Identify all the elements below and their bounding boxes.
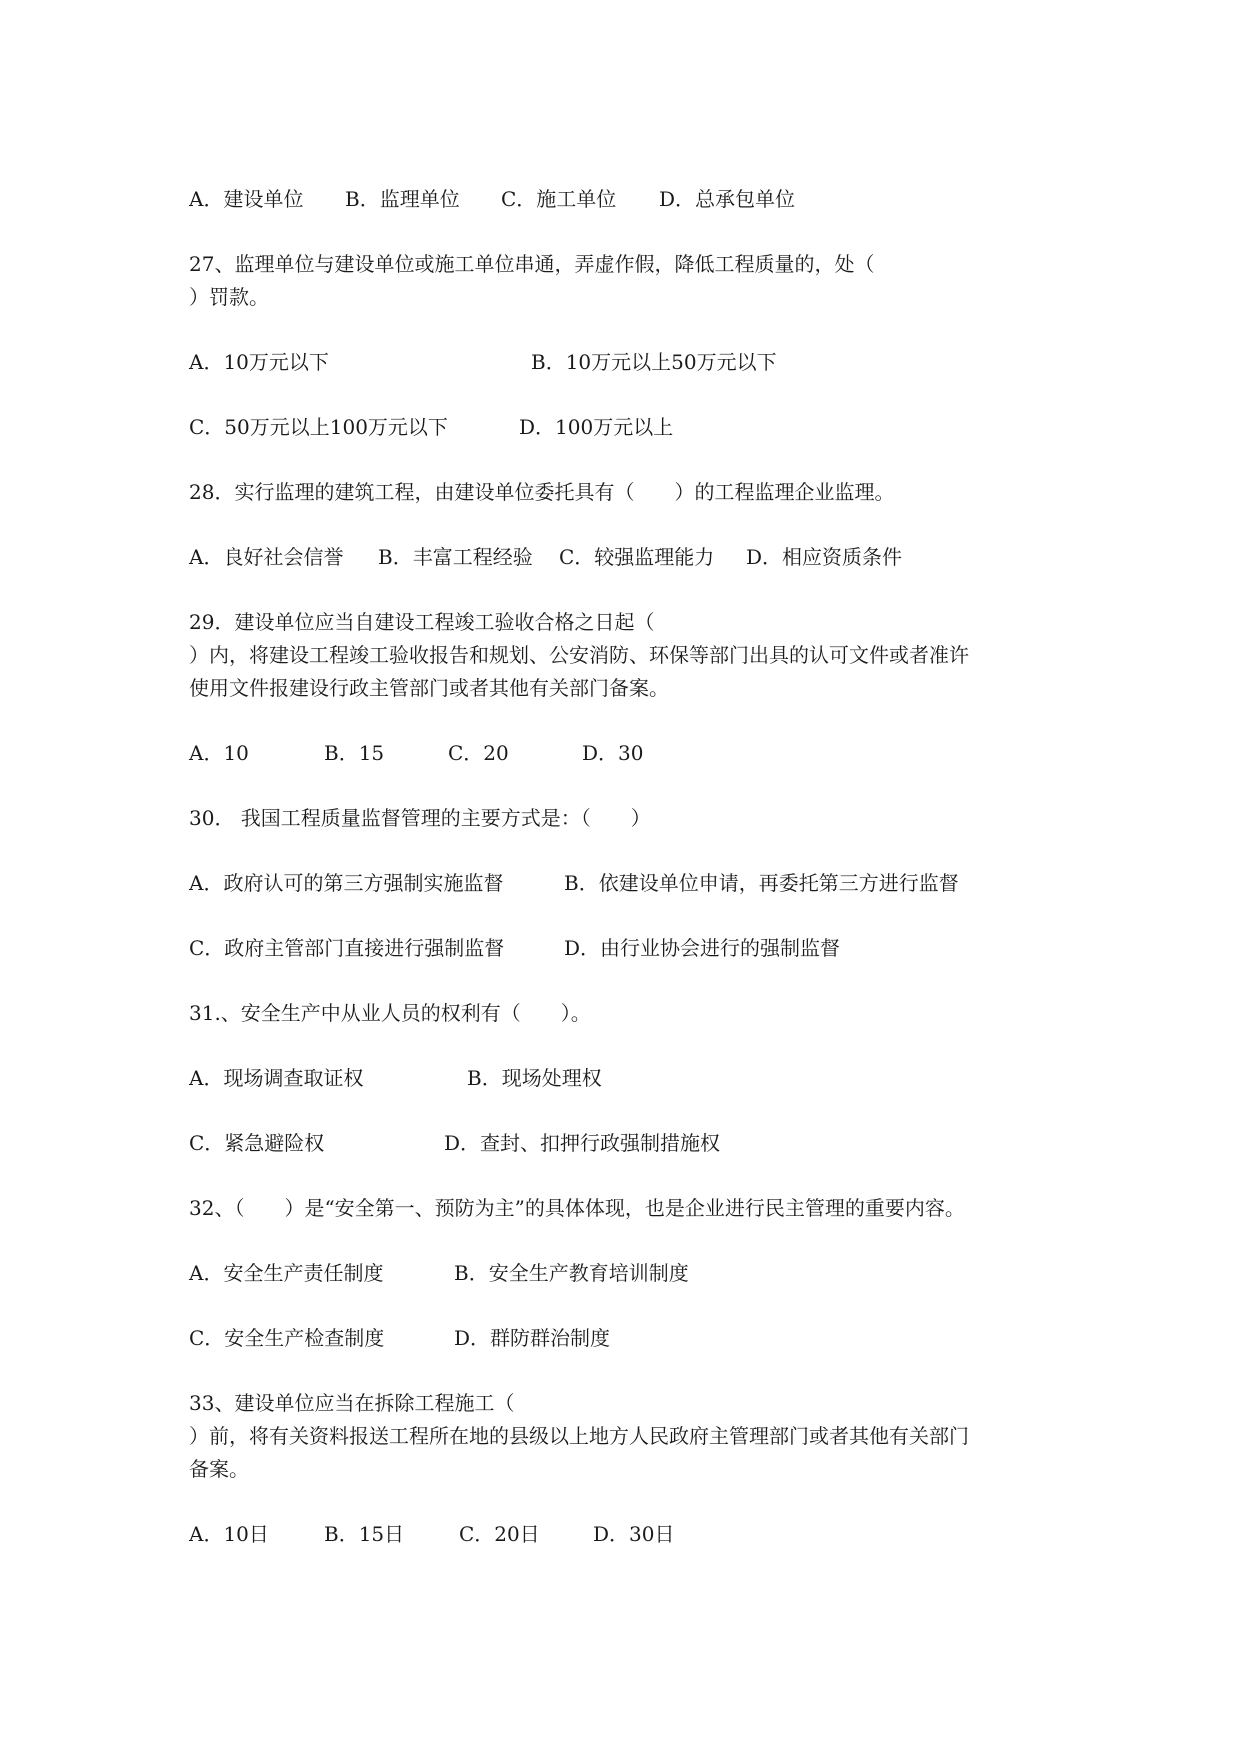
q29-option-b: B．15: [324, 741, 385, 765]
q29-option-c: C．20: [448, 741, 509, 765]
q26-option-d: D．总承包单位: [659, 187, 796, 211]
q33-stem-line3: 备案。: [189, 1457, 249, 1481]
q33-option-b: B．15日: [324, 1522, 405, 1546]
q31-stem: 31.、安全生产中从业人员的权利有（ ）。: [189, 1001, 591, 1025]
q27-option-c: C．50万元以上100万元以下: [189, 415, 448, 439]
q27-stem-line2: ）罚款。: [189, 285, 269, 309]
q30-option-c: C．政府主管部门直接进行强制监督: [189, 936, 505, 960]
q30-option-b: B．依建设单位申请，再委托第三方进行监督: [564, 871, 959, 895]
q32-option-b: B．安全生产教育培训制度: [454, 1261, 689, 1285]
q33-option-a: A．10日: [189, 1522, 269, 1546]
q33-option-d: D．30日: [593, 1522, 675, 1546]
q32-option-c: C．安全生产检查制度: [189, 1326, 385, 1350]
q26-option-c: C．施工单位: [501, 187, 617, 211]
q33-stem-line1: 33、建设单位应当在拆除工程施工（: [189, 1391, 515, 1415]
q27-option-a: A．10万元以下: [189, 350, 329, 374]
q29-option-a: A．10: [189, 741, 249, 765]
q26-option-b: B．监理单位: [345, 187, 460, 211]
q28-option-d: D．相应资质条件: [746, 545, 903, 569]
q27-option-d: D．100万元以上: [519, 415, 674, 439]
q30-option-d: D．由行业协会进行的强制监督: [564, 936, 841, 960]
q31-option-d: D．查封、扣押行政强制措施权: [444, 1131, 721, 1155]
q33-stem-line2: ）前，将有关资料报送工程所在地的县级以上地方人民政府主管理部门或者其他有关部门: [189, 1424, 969, 1448]
q32-option-a: A．安全生产责任制度: [189, 1261, 384, 1285]
q27-stem-line1: 27、监理单位与建设单位或施工单位串通，弄虚作假，降低工程质量的，处（: [189, 252, 875, 276]
q29-stem-line3: 使用文件报建设行政主管部门或者其他有关部门备案。: [189, 676, 669, 700]
q27-option-b: B．10万元以上50万元以下: [531, 350, 777, 374]
q33-option-c: C．20日: [459, 1522, 540, 1546]
q31-option-b: B．现场处理权: [467, 1066, 602, 1090]
q26-option-a: A．建设单位: [189, 187, 304, 211]
q28-stem: 28．实行监理的建筑工程，由建设单位委托具有（ ）的工程监理企业监理。: [189, 480, 895, 504]
q29-stem-line2: ）内，将建设工程竣工验收报告和规划、公安消防、环保等部门出具的认可文件或者准许: [189, 643, 969, 667]
q31-option-a: A．现场调查取证权: [189, 1066, 364, 1090]
q31-option-c: C．紧急避险权: [189, 1131, 325, 1155]
q32-option-d: D．群防群治制度: [454, 1326, 611, 1350]
q28-option-c: C．较强监理能力: [559, 545, 715, 569]
q28-option-b: B．丰富工程经验: [378, 545, 533, 569]
q29-option-d: D．30: [582, 741, 644, 765]
q30-option-a: A．政府认可的第三方强制实施监督: [189, 871, 504, 895]
q29-stem-line1: 29．建设单位应当自建设工程竣工验收合格之日起（: [189, 610, 655, 634]
q32-stem: 32、（ ）是“安全第一、预防为主”的具体体现，也是企业进行民主管理的重要内容。: [189, 1196, 965, 1220]
q28-option-a: A．良好社会信誉: [189, 545, 344, 569]
q30-stem: 30． 我国工程质量监督管理的主要方式是：（ ）: [189, 806, 651, 830]
